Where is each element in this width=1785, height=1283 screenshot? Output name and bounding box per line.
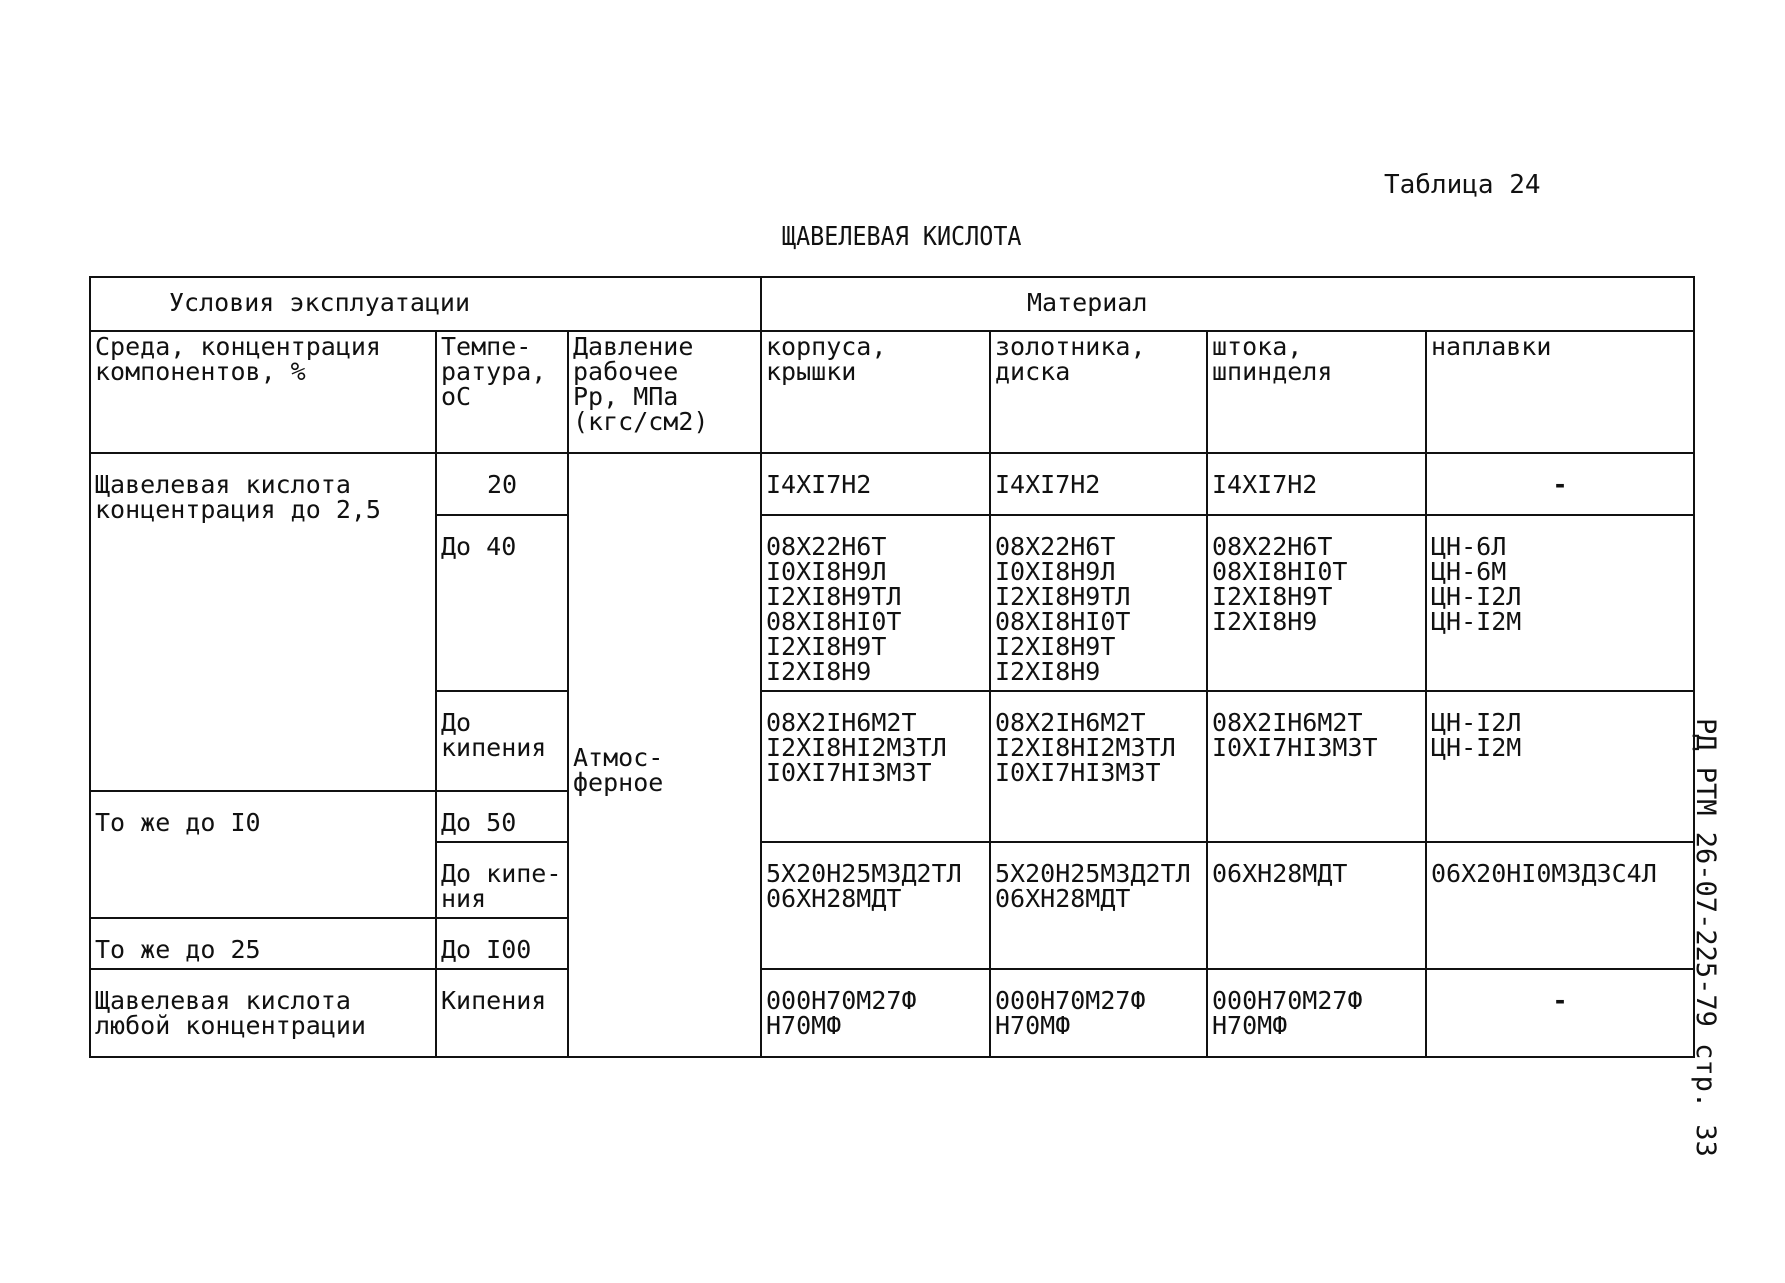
medium-cell: То же до I0 [90, 791, 436, 918]
surfacing-material-cell: - [1426, 453, 1694, 515]
surfacing-material-cell: ЦН-I2Л ЦН-I2М [1426, 691, 1694, 842]
column-header-row [90, 331, 1694, 453]
spool-column-header: золотника, диска [990, 331, 1207, 453]
stem-material-cell: 000H70M27Ф H70МФ [1207, 969, 1426, 1057]
temperature-cell: До кипе- ния [436, 842, 568, 918]
table-row [90, 969, 1694, 1057]
spool-material-cell: 5X20H25M3Д2TЛ 06XH28MДT [990, 842, 1207, 969]
medium-cell: Щавелевая кислота любой концентрации [90, 969, 436, 1057]
spool-material-cell: 08X2IH6M2T I2XI8HI2M3TЛ I0XI7HI3M3T [990, 691, 1207, 842]
table-title: ЩАВЕЛЕВАЯ КИСЛОТА [782, 222, 1022, 252]
stem-material-cell: 08X22H6T 08XI8HI0T I2XI8H9T I2XI8H9 [1207, 515, 1426, 691]
body-column-header: корпуса, крышки [761, 331, 990, 453]
body-material-cell: 000H70M27Ф H70МФ [761, 969, 990, 1057]
body-material-cell: I4XI7H2 [761, 453, 990, 515]
spool-material-cell: 08X22H6T I0XI8H9Л I2XI8H9TЛ 08XI8HI0T I2XI8H9T I2XI8H9 [990, 515, 1207, 691]
stem-material-cell: 08X2IH6M2T I0XI7HI3M3T [1207, 691, 1426, 842]
temperature-cell: Кипения [436, 969, 568, 1057]
temperature-cell: 20 [436, 453, 568, 515]
stem-material-cell: I4XI7H2 [1207, 453, 1426, 515]
table-caption: Таблица 24 [1384, 170, 1541, 200]
surfacing-column-header: наплавки [1426, 331, 1694, 453]
medium-cell: Щавелевая кислота концентрация до 2,5 [90, 453, 436, 791]
surfacing-material-cell: - [1426, 969, 1694, 1057]
stem-column-header: штока, шпинделя [1207, 331, 1426, 453]
stem-material-cell: 06XH28MДT [1207, 842, 1426, 969]
spool-material-cell: 000H70M27Ф H70МФ [990, 969, 1207, 1057]
pressure-column-header: Давление рабочее Рр, МПа (кгс/см2) [568, 331, 761, 453]
temperature-cell: До 40 [436, 515, 568, 691]
temperature-cell: До кипения [436, 691, 568, 791]
body-material-cell: 08X22H6T I0XI8H9Л I2XI8H9TЛ 08XI8HI0T I2XI8H9T I2XI8H9 [761, 515, 990, 691]
temperature-column-header: Темпе- ратура, оС [436, 331, 568, 453]
spool-material-cell: I4XI7H2 [990, 453, 1207, 515]
surfacing-material-cell: 06X20HI0M3Д3C4Л [1426, 842, 1694, 969]
group-header-row [90, 277, 1694, 331]
document-stamp: РД РТМ 26-07-225-79 стр. 33 [1690, 718, 1721, 1157]
pressure-cell: Атмос- ферное [568, 453, 761, 1057]
temperature-cell: До I00 [436, 918, 568, 969]
material-group-header: Материал [761, 277, 1694, 331]
table-row [90, 453, 1694, 515]
surfacing-material-cell: ЦН-6Л ЦН-6М ЦН-I2Л ЦН-I2М [1426, 515, 1694, 691]
body-material-cell: 5X20H25M3Д2TЛ 06XH28MДT [761, 842, 990, 969]
materials-table [89, 276, 1695, 1058]
conditions-group-header: Условия эксплуатации [90, 277, 761, 331]
body-material-cell: 08X2IH6M2T I2XI8HI2M3TЛ I0XI7HI3M3T [761, 691, 990, 842]
temperature-cell: До 50 [436, 791, 568, 842]
medium-cell: То же до 25 [90, 918, 436, 969]
medium-column-header: Среда, концентрация компонентов, % [90, 331, 436, 453]
